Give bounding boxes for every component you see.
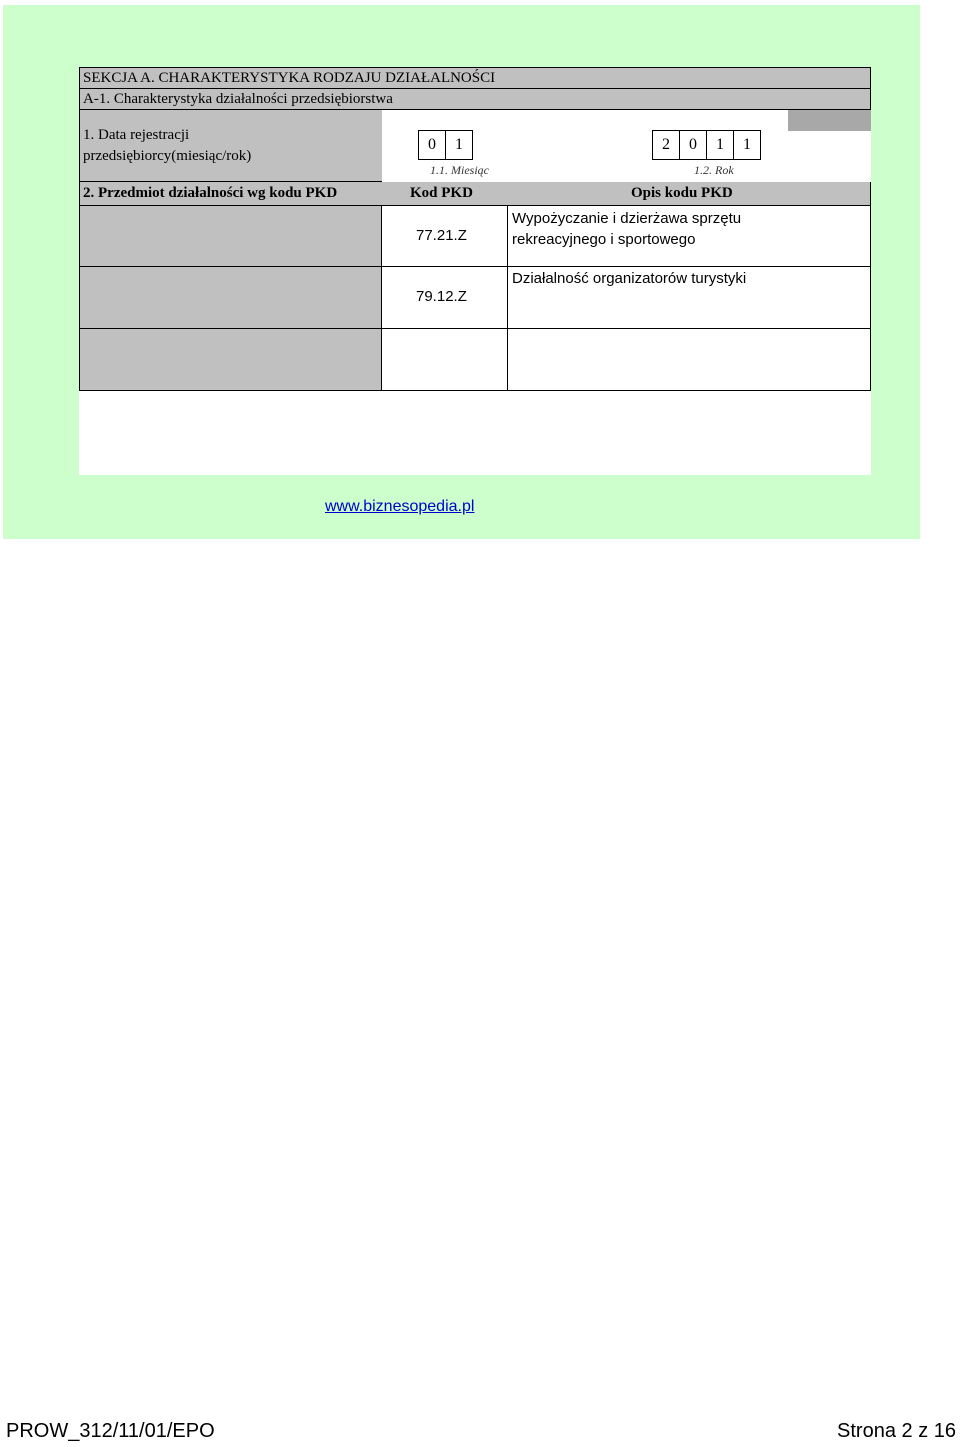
pkd-code-cell[interactable] [381, 266, 508, 329]
pkd-code-cell[interactable] [381, 328, 508, 391]
pkd-row-label-cell [79, 266, 382, 329]
year-digit-4[interactable]: 1 [733, 130, 761, 160]
pkd-row-label-cell [79, 205, 382, 267]
pkd-desc-line1: Działalność organizatorów turystyki [512, 270, 747, 287]
month-digit-2[interactable]: 1 [445, 130, 473, 160]
registration-date-block [79, 109, 871, 182]
date-entry-area [382, 110, 788, 182]
corner-strip [788, 110, 871, 131]
pkd-desc-line2: rekreacyjnego i sportowego [512, 231, 696, 248]
pkd-header-row [79, 182, 871, 205]
pkd-desc-cell[interactable] [507, 328, 871, 391]
year-digit-1[interactable]: 2 [652, 130, 680, 160]
section-a-form [79, 67, 871, 475]
pkd-desc-cell[interactable] [507, 266, 871, 329]
month-caption: 1.1. Miesiąc [430, 163, 489, 177]
pkd-desc-line1: Wypożyczanie i dzierżawa sprzętu [512, 210, 742, 227]
pkd-desc-header: Opis kodu PKD [631, 185, 733, 201]
corner-strip-lower [788, 131, 871, 182]
pkd-code-header: Kod PKD [410, 185, 473, 201]
registration-label-line1: 1. Data rejestracji [83, 127, 190, 143]
section-subtitle: A-1. Charakterystyka działalności przedsiębiorstwa [79, 88, 871, 110]
pkd-code-cell[interactable] [381, 205, 508, 267]
section-title: SEKCJA A. CHARAKTERYSTYKA RODZAJU DZIAŁALNOŚCI [79, 67, 871, 89]
pkd-code: 77.21.Z [416, 227, 467, 244]
registration-label [83, 125, 251, 167]
pkd-label: 2. Przedmiot działalności wg kodu PKD [83, 185, 338, 201]
biznesopedia-link[interactable]: www.biznesopedia.pl [325, 498, 475, 515]
year-caption: 1.2. Rok [694, 163, 734, 177]
pkd-row-label-cell [79, 328, 382, 391]
pkd-desc-cell[interactable] [507, 205, 871, 267]
month-digit-1[interactable]: 0 [418, 130, 446, 160]
document-id: PROW_312/11/01/EPO [6, 1420, 215, 1442]
year-digit-2[interactable]: 0 [679, 130, 707, 160]
pkd-activity-block [79, 182, 871, 392]
page-number: Strona 2 z 16 [837, 1420, 956, 1442]
year-digit-3[interactable]: 1 [706, 130, 734, 160]
registration-label-line2: przedsiębiorcy(miesiąc/rok) [83, 148, 252, 164]
pkd-code: 79.12.Z [416, 288, 467, 305]
